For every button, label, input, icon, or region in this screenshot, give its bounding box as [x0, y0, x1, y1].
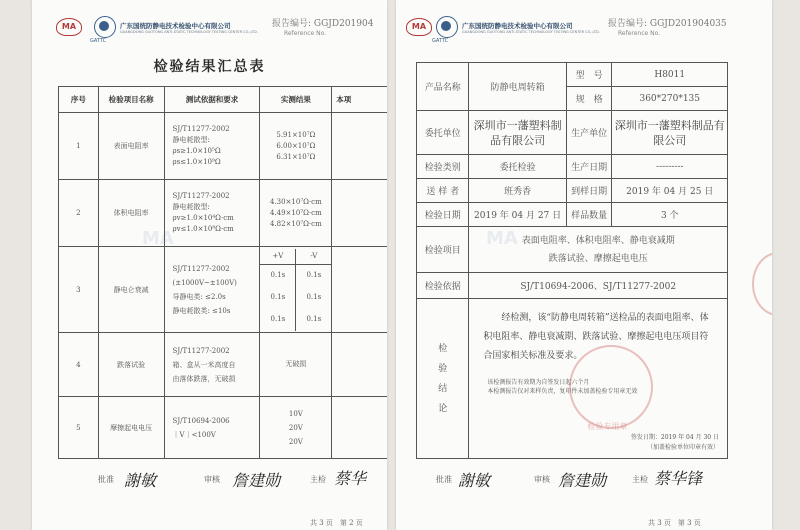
validity-note: 该检测报告有效期为自签发日起六个月 [487, 379, 590, 386]
column-header: 测试依据和要求 [164, 87, 260, 113]
column-header: 检验项目名称 [98, 87, 164, 113]
signature-reviewer: 詹建勋 [232, 471, 281, 490]
org-name: 广东国统防静电技术检验中心有限公司 [120, 22, 231, 30]
row-standard: SJ/T11277-2002 (±1000V~±100V) 导静电类: ≤2.0s 静电耗散类: ≤10s [164, 247, 260, 333]
signature-approver: 謝敏 [458, 471, 491, 490]
sign-main-label: 主检 [310, 475, 326, 484]
row-item: 跌落试验 [98, 333, 164, 397]
gattc-logo-icon [436, 16, 458, 38]
stamp-label: 检验专用章 [587, 422, 628, 431]
model-label: 型 号 [566, 63, 612, 87]
spec-value: 360*270*135 [612, 87, 728, 111]
items-value: 表面电阻率、体积电阻率、静电衰减期 跌落试验、摩擦起电电压 [469, 227, 728, 273]
conclusion-text: 经检测，该“防静电周转箱”送检品的表面电阻率、体积电阻率、静电衰减期、跌落试验、摩擦起电电压项目符合国家相关标准及要求。 [483, 313, 709, 361]
qty-label: 样品数量 [566, 203, 612, 227]
signature-reviewer: 詹建勋 [558, 471, 607, 490]
row-result: 4.30×10⁷Ω·cm 4.49×10⁷Ω·cm 4.82×10⁷Ω·cm [260, 180, 332, 247]
arrival-value: 2019 年 04 月 25 日 [612, 179, 728, 203]
column-header: 实测结果 [260, 87, 332, 113]
arrival-label: 到样日期 [566, 179, 612, 203]
prod-date-value: --------- [612, 155, 728, 179]
row-number: 5 [59, 397, 99, 459]
test-date-label: 检验日期 [417, 203, 469, 227]
column-header: 序号 [59, 87, 99, 113]
signature-main-inspector: 蔡华锋 [654, 469, 703, 488]
row-item: 体积电阻率 [98, 180, 164, 247]
table-header-row [59, 87, 388, 113]
row-standard: SJ/T11277-2002 箱、盒从一米高度自 由落体跌落，无破损 [164, 333, 260, 397]
sign-review-label: 审核 [534, 475, 550, 484]
test-type-value: 委托检验 [469, 155, 566, 179]
signature-approver: 謝敏 [124, 471, 157, 490]
info-table [416, 62, 728, 459]
issue-date: 签发日期：2019 年 04 月 30 日 [630, 434, 719, 441]
table-row [59, 397, 388, 459]
test-date-value: 2019 年 04 月 27 日 [469, 203, 566, 227]
cma-logo: MA [56, 18, 82, 36]
row-number: 3 [59, 247, 99, 333]
row-result: 无破损 [260, 333, 332, 397]
cma-logo: MA [406, 18, 432, 36]
client-value: 深圳市一藩塑料制品有限公司 [469, 111, 566, 155]
page-footer: 共 3 页 第 3 页 [648, 519, 701, 527]
sender-label: 送 样 者 [417, 179, 469, 203]
producer-value: 深圳市一藩塑料制品有限公司 [612, 111, 728, 155]
conclusion-cell [469, 299, 728, 459]
sign-main-label: 主检 [632, 475, 648, 484]
gattc-logo-text: GATTC [90, 38, 107, 44]
sign-review-label: 审核 [204, 475, 220, 484]
basis-value: SJ/T10694-2006、SJ/T11277-2002 [469, 273, 728, 299]
watermark: MA [486, 228, 518, 249]
row-result: 10V 20V 20V [260, 397, 332, 459]
signature-main-inspector: 蔡华 [334, 469, 367, 488]
sign-approve-label: 批准 [436, 475, 452, 484]
column-header: 本项 [332, 87, 387, 113]
gattc-logo-icon [94, 16, 116, 38]
page-title: 检验结果汇总表 [153, 59, 266, 75]
client-label: 委托单位 [417, 111, 469, 155]
summary-table [58, 86, 387, 459]
watermark: MA [142, 228, 174, 249]
row-number: 2 [59, 180, 99, 247]
row-result: 5.91×10⁷Ω 6.00×10⁷Ω 6.31×10⁷Ω [260, 113, 332, 180]
product-name-label: 产品名称 [417, 63, 469, 111]
row-item: 表面电阻率 [98, 113, 164, 180]
copy-note: 本检测报告仅对来样负责，复印件未加盖检验专用章无效 [487, 388, 638, 395]
report-page-left [32, 0, 387, 530]
test-type-label: 检验类别 [417, 155, 469, 179]
org-name-english: GUANGDONG GUOTONG ANTI-STATIC TECHNOLOGY TESTING CENTER CO.,LTD. [120, 30, 258, 34]
prod-date-label: 生产日期 [566, 155, 612, 179]
row-item: 静电仑衰减 [98, 247, 164, 333]
org-name-english: GUANGDONG GUOTONG ANTI-STATIC TECHNOLOGY TESTING CENTER CO.,LTD. [462, 30, 600, 34]
row-item: 摩擦起电电压 [98, 397, 164, 459]
qty-value: 3 个 [612, 203, 728, 227]
model-value: H8011 [612, 63, 728, 87]
row-result: +V -V 0.1s 0.1s 0.1s 0.1s 0.1s 0.1s [260, 247, 332, 333]
table-row [59, 333, 388, 397]
row-number: 4 [59, 333, 99, 397]
page-header [32, 16, 387, 46]
report-page-right [396, 0, 772, 530]
report-number: 报告编号: GGJD201904035 [608, 19, 727, 29]
row-number: 1 [59, 113, 99, 180]
product-name: 防静电周转箱 [469, 63, 566, 111]
page-header [396, 16, 772, 46]
row-standard: SJ/T10694-2006 ｜V｜<100V [164, 397, 260, 459]
issue-note: （加盖检验单位印章有效） [646, 444, 719, 451]
row-standard: SJ/T11277-2002 静电耗散型: ρs≥1.0×10⁵Ω ρs≤1.0×10⁹Ω [164, 113, 260, 180]
row-standard: SJ/T11277-2002 静电耗散型: ρv≥1.0×10⁴Ω·cm ρv≤1.0×10⁸Ω·cm [164, 180, 260, 247]
edge-stamp [752, 252, 772, 316]
org-name: 广东国统防静电技术检验中心有限公司 [462, 22, 573, 30]
producer-label: 生产单位 [566, 111, 612, 155]
basis-label: 检验依据 [417, 273, 469, 299]
gattc-logo-text: GATTC [432, 38, 449, 44]
spec-label: 规 格 [566, 87, 612, 111]
report-number: 报告编号: GGJD201904 [272, 19, 374, 29]
items-label: 检验项目 [417, 227, 469, 273]
table-row [59, 180, 388, 247]
table-row [59, 247, 388, 333]
sender-value: 班秀香 [469, 179, 566, 203]
reference-label: Reference No. [618, 30, 661, 37]
sign-approve-label: 批准 [98, 475, 114, 484]
reference-label: Reference No. [284, 30, 327, 37]
table-row [59, 113, 388, 180]
page-footer: 共 3 页 第 2 页 [310, 519, 363, 527]
conclusion-label: 检 验 结 论 [417, 299, 469, 459]
